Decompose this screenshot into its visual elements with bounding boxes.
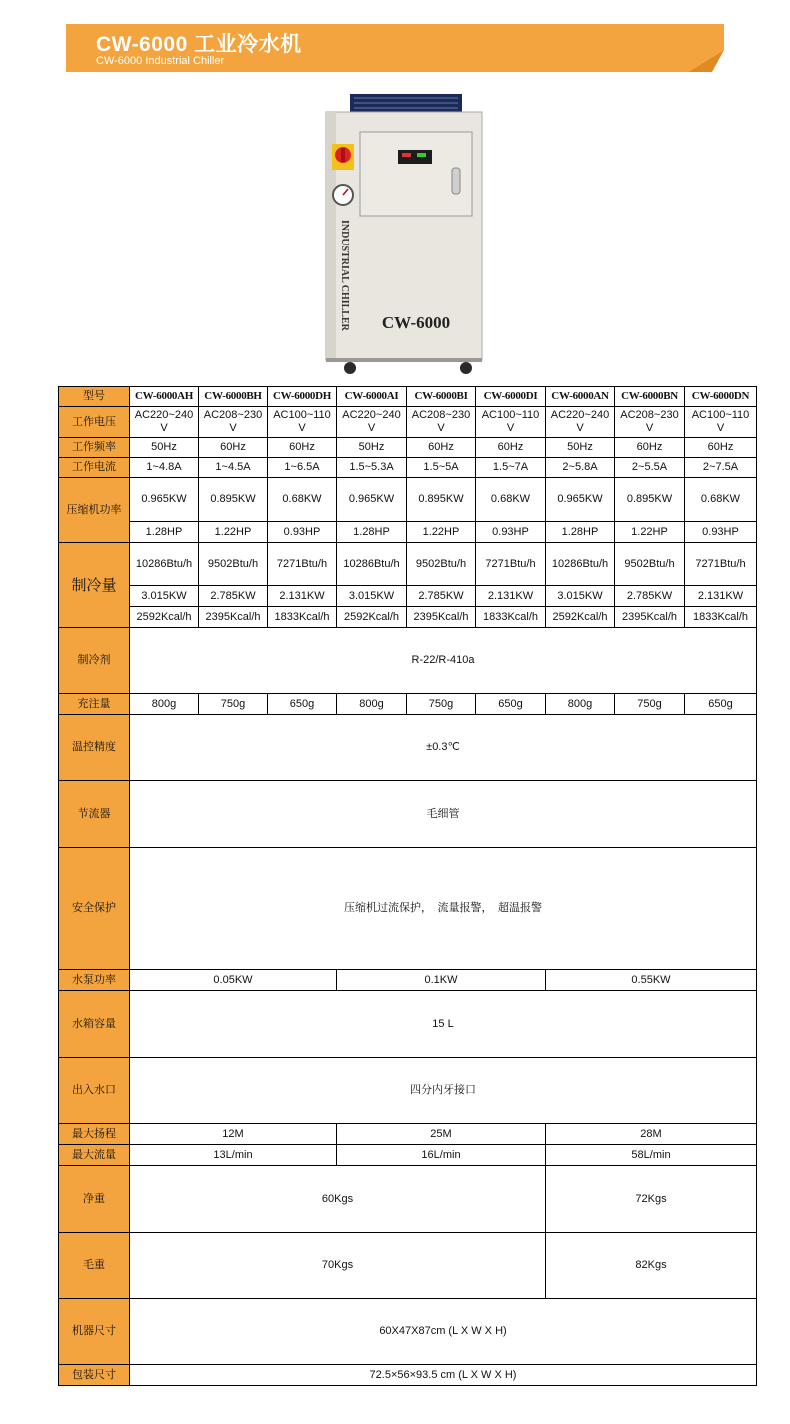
frequency-cell: 60Hz xyxy=(199,438,268,458)
voltage-cell: AC208~230 V xyxy=(407,407,476,438)
tank-value: 15 L xyxy=(130,991,757,1058)
voltage-cell: AC208~230 V xyxy=(615,407,685,438)
model-cell: CW-6000AI xyxy=(337,387,407,407)
voltage-cell: AC220~240 V xyxy=(337,407,407,438)
compressor-hp-cell: 1.28HP xyxy=(130,522,199,543)
label-package: 包装尺寸 xyxy=(59,1365,130,1386)
label-reducer: 节流器 xyxy=(59,781,130,848)
inlet-outlet-value: 四分内牙接口 xyxy=(130,1058,757,1124)
current-cell: 2~7.5A xyxy=(685,458,757,478)
cooling-btu-cell: 7271Btu/h xyxy=(685,543,757,586)
compressor-hp-cell: 1.22HP xyxy=(199,522,268,543)
voltage-cell: AC100~110 V xyxy=(268,407,337,438)
label-charge: 充注量 xyxy=(59,694,130,715)
compressor-hp-cell: 0.93HP xyxy=(685,522,757,543)
current-cell: 1~6.5A xyxy=(268,458,337,478)
row-cooling-kw xyxy=(59,586,757,607)
charge-cell: 800g xyxy=(337,694,407,715)
header-banner xyxy=(66,24,724,72)
precision-value: ±0.3℃ xyxy=(130,715,757,781)
label-pump-power: 水泵功率 xyxy=(59,970,130,991)
model-cell: CW-6000BI xyxy=(407,387,476,407)
row-tank xyxy=(59,991,757,1058)
reducer-value: 毛细管 xyxy=(130,781,757,848)
row-inlet-outlet xyxy=(59,1058,757,1124)
row-model xyxy=(59,387,757,407)
label-max-lift: 最大扬程 xyxy=(59,1124,130,1145)
current-cell: 1.5~5.3A xyxy=(337,458,407,478)
frequency-cell: 50Hz xyxy=(337,438,407,458)
frequency-cell: 60Hz xyxy=(615,438,685,458)
net-weight-cell: 60Kgs xyxy=(130,1166,546,1233)
charge-cell: 750g xyxy=(199,694,268,715)
charge-cell: 800g xyxy=(130,694,199,715)
row-max-flow xyxy=(59,1145,757,1166)
cooling-kw-cell: 2.785KW xyxy=(199,586,268,607)
net-weight-cell: 72Kgs xyxy=(546,1166,757,1233)
cooling-kw-cell: 3.015KW xyxy=(546,586,615,607)
cooling-kcal-cell: 2395Kcal/h xyxy=(407,607,476,628)
cooling-kw-cell: 2.131KW xyxy=(476,586,546,607)
cooling-kcal-cell: 2592Kcal/h xyxy=(130,607,199,628)
row-cooling-kcal xyxy=(59,607,757,628)
cooling-btu-cell: 10286Btu/h xyxy=(546,543,615,586)
cooling-kcal-cell: 1833Kcal/h xyxy=(268,607,337,628)
cooling-kw-cell: 2.785KW xyxy=(615,586,685,607)
max-flow-cell: 16L/min xyxy=(337,1145,546,1166)
label-gross-weight: 毛重 xyxy=(59,1233,130,1299)
charge-cell: 650g xyxy=(268,694,337,715)
protection-value: 压缩机过流保护， 流量报警， 超温报警 xyxy=(130,848,757,970)
voltage-cell: AC100~110 V xyxy=(685,407,757,438)
label-inlet-outlet: 出入水口 xyxy=(59,1058,130,1124)
cooling-kw-cell: 2.131KW xyxy=(268,586,337,607)
row-cooling-btu xyxy=(59,543,757,586)
gross-weight-cell: 70Kgs xyxy=(130,1233,546,1299)
compressor-hp-cell: 0.93HP xyxy=(268,522,337,543)
row-max-lift xyxy=(59,1124,757,1145)
pump-power-cell: 0.1KW xyxy=(337,970,546,991)
caster-wheel-icon xyxy=(344,362,356,374)
compressor-kw-cell: 0.965KW xyxy=(546,478,615,522)
max-lift-cell: 25M xyxy=(337,1124,546,1145)
label-net-weight: 净重 xyxy=(59,1166,130,1233)
voltage-cell: AC100~110 V xyxy=(476,407,546,438)
cooling-btu-cell: 7271Btu/h xyxy=(268,543,337,586)
cooling-kcal-cell: 2395Kcal/h xyxy=(615,607,685,628)
row-charge xyxy=(59,694,757,715)
compressor-kw-cell: 0.68KW xyxy=(476,478,546,522)
package-value: 72.5×56×93.5 cm (L X W X H) xyxy=(130,1365,757,1386)
compressor-kw-cell: 0.965KW xyxy=(130,478,199,522)
frequency-cell: 60Hz xyxy=(476,438,546,458)
voltage-cell: AC220~240 V xyxy=(546,407,615,438)
compressor-kw-cell: 0.895KW xyxy=(407,478,476,522)
model-cell: CW-6000BN xyxy=(615,387,685,407)
compressor-hp-cell: 0.93HP xyxy=(476,522,546,543)
cooling-btu-cell: 7271Btu/h xyxy=(476,543,546,586)
fan-guard xyxy=(350,94,462,114)
product-image xyxy=(320,92,488,376)
compressor-hp-cell: 1.28HP xyxy=(337,522,407,543)
max-flow-cell: 13L/min xyxy=(130,1145,337,1166)
row-reducer xyxy=(59,781,757,848)
spec-table xyxy=(58,386,757,1386)
label-precision: 温控精度 xyxy=(59,715,130,781)
label-compressor-power: 压缩机功率 xyxy=(59,478,130,543)
model-cell: CW-6000DH xyxy=(268,387,337,407)
current-cell: 1.5~5A xyxy=(407,458,476,478)
max-lift-cell: 12M xyxy=(130,1124,337,1145)
charge-cell: 800g xyxy=(546,694,615,715)
label-tank: 水箱容量 xyxy=(59,991,130,1058)
dimension-value: 60X47X87cm (L X W X H) xyxy=(130,1299,757,1365)
label-frequency: 工作频率 xyxy=(59,438,130,458)
voltage-cell: AC220~240 V xyxy=(130,407,199,438)
frequency-cell: 60Hz xyxy=(407,438,476,458)
cooling-btu-cell: 10286Btu/h xyxy=(337,543,407,586)
row-refrigerant xyxy=(59,628,757,694)
cooling-kcal-cell: 2592Kcal/h xyxy=(337,607,407,628)
current-cell: 2~5.8A xyxy=(546,458,615,478)
current-cell: 2~5.5A xyxy=(615,458,685,478)
charge-cell: 650g xyxy=(685,694,757,715)
current-cell: 1~4.8A xyxy=(130,458,199,478)
compressor-hp-cell: 1.28HP xyxy=(546,522,615,543)
model-cell: CW-6000AN xyxy=(546,387,615,407)
cooling-kcal-cell: 2395Kcal/h xyxy=(199,607,268,628)
frequency-cell: 60Hz xyxy=(685,438,757,458)
label-protection: 安全保护 xyxy=(59,848,130,970)
cabinet-model-label: CW-6000 xyxy=(381,313,451,332)
row-compressor-hp xyxy=(59,522,757,543)
max-flow-cell: 58L/min xyxy=(546,1145,757,1166)
refrigerant-value: R-22/R-410a xyxy=(130,628,757,694)
cooling-kcal-cell: 1833Kcal/h xyxy=(476,607,546,628)
door-handle xyxy=(452,168,460,194)
page-subtitle: CW-6000 Industrial Chiller xyxy=(96,55,225,67)
cooling-btu-cell: 9502Btu/h xyxy=(615,543,685,586)
label-current: 工作电流 xyxy=(59,458,130,478)
compressor-kw-cell: 0.965KW xyxy=(337,478,407,522)
model-cell: CW-6000AH xyxy=(130,387,199,407)
frequency-cell: 60Hz xyxy=(268,438,337,458)
row-current xyxy=(59,458,757,478)
row-protection xyxy=(59,848,757,970)
row-precision xyxy=(59,715,757,781)
row-dimension xyxy=(59,1299,757,1365)
row-gross-weight xyxy=(59,1233,757,1299)
cooling-btu-cell: 9502Btu/h xyxy=(407,543,476,586)
current-cell: 1~4.5A xyxy=(199,458,268,478)
row-net-weight xyxy=(59,1166,757,1233)
label-cooling-capacity: 制冷量 xyxy=(59,543,130,628)
compressor-kw-cell: 0.68KW xyxy=(685,478,757,522)
cooling-kw-cell: 2.131KW xyxy=(685,586,757,607)
voltage-cell: AC208~230 V xyxy=(199,407,268,438)
cooling-kw-cell: 2.785KW xyxy=(407,586,476,607)
model-cell: CW-6000DI xyxy=(476,387,546,407)
pump-power-cell: 0.05KW xyxy=(130,970,337,991)
charge-cell: 650g xyxy=(476,694,546,715)
row-compressor-kw xyxy=(59,478,757,522)
cooling-btu-cell: 10286Btu/h xyxy=(130,543,199,586)
current-cell: 1.5~7A xyxy=(476,458,546,478)
charge-cell: 750g xyxy=(407,694,476,715)
compressor-kw-cell: 0.68KW xyxy=(268,478,337,522)
side-label: INDUSTRIAL CHILLER xyxy=(339,220,350,331)
cooling-kw-cell: 3.015KW xyxy=(337,586,407,607)
caster-wheel-icon xyxy=(460,362,472,374)
row-pump-power xyxy=(59,970,757,991)
label-model: 型号 xyxy=(59,387,130,407)
cooling-btu-cell: 9502Btu/h xyxy=(199,543,268,586)
charge-cell: 750g xyxy=(615,694,685,715)
cooling-kw-cell: 3.015KW xyxy=(130,586,199,607)
pump-power-cell: 0.55KW xyxy=(546,970,757,991)
label-dimension: 机器尺寸 xyxy=(59,1299,130,1365)
label-voltage: 工作电压 xyxy=(59,407,130,438)
label-refrigerant: 制冷剂 xyxy=(59,628,130,694)
row-frequency xyxy=(59,438,757,458)
frequency-cell: 50Hz xyxy=(546,438,615,458)
compressor-kw-cell: 0.895KW xyxy=(199,478,268,522)
compressor-hp-cell: 1.22HP xyxy=(615,522,685,543)
row-voltage xyxy=(59,407,757,438)
gross-weight-cell: 82Kgs xyxy=(546,1233,757,1299)
compressor-kw-cell: 0.895KW xyxy=(615,478,685,522)
frequency-cell: 50Hz xyxy=(130,438,199,458)
cooling-kcal-cell: 2592Kcal/h xyxy=(546,607,615,628)
model-cell: CW-6000DN xyxy=(685,387,757,407)
compressor-hp-cell: 1.22HP xyxy=(407,522,476,543)
max-lift-cell: 28M xyxy=(546,1124,757,1145)
row-package xyxy=(59,1365,757,1386)
page-title: CW-6000 工业冷水机 xyxy=(96,33,302,56)
cooling-kcal-cell: 1833Kcal/h xyxy=(685,607,757,628)
model-cell: CW-6000BH xyxy=(199,387,268,407)
label-max-flow: 最大流量 xyxy=(59,1145,130,1166)
